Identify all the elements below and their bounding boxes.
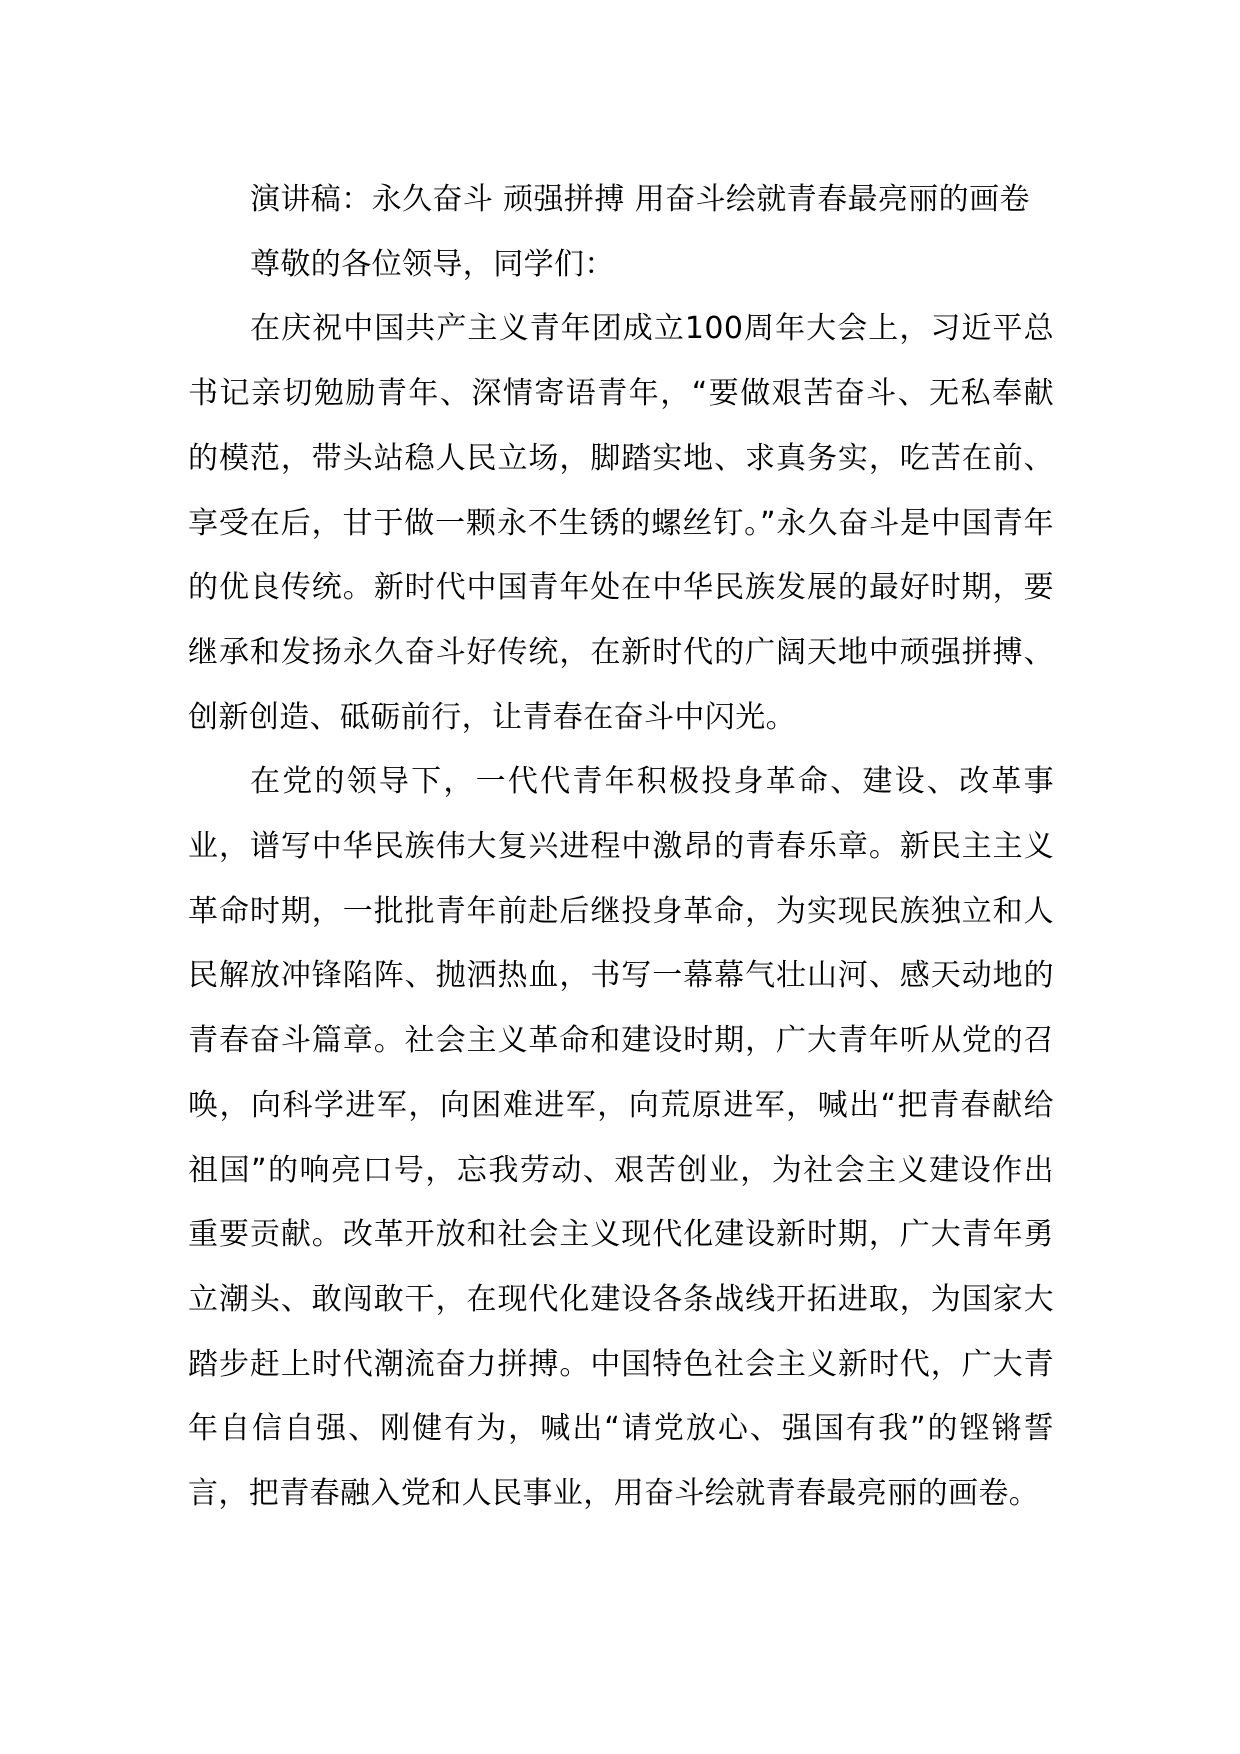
document-title: 演讲稿：永久奋斗 顽强拼搏 用奋斗绘就青春最亮丽的画卷 bbox=[250, 182, 1030, 217]
document-body bbox=[188, 168, 1054, 1527]
salutation: 尊敬的各位领导，同学们： bbox=[250, 246, 615, 282]
paragraph-2: 在党的领导下，一代代青年积极投身革命、建设、改革事业，谱写中华民族伟大复兴进程中激昂的青春乐章。新民主主义革命时期，一批批青年前赴后继投身革命，为实现民族独立和人民解放冲锋陷阵、抛洒热血，书写一幕幕气壮山河、感天动地的青春奋斗篇章。社会主义革命和建设时期，广大青年听从党的召唤，向科学进军，向困难进军，向荒原进军，喊出“把青春献给祖国”的响亮口号，忘我劳动、艰苦创业，为社会主义建设作出重要贡献。改革开放和社会主义现代化建设新时期，广大青年勇立潮头、敢闯敢干，在现代化建设各条战线开拓进取，为国家大踏步赶上时代潮流奋力拼搏。中国特色社会主义新时代，广大青年自信自强、刚健有为，喊出“请党放心、强国有我”的铿锵誓言，把青春融入党和人民事业，用奋斗绘就青春最亮丽的画卷。 bbox=[188, 764, 1054, 1512]
paragraph-1: 在庆祝中国共产主义青年团成立100周年大会上，习近平总书记亲切勉励青年、深情寄语青年，“要做艰苦奋斗、无私奉献的模范，带头站稳人民立场，脚踏实地、求真务实，吃苦在前、享受在后，甘于做一颗永不生锈的螺丝钉。”永久奋斗是中国青年的优良传统。新时代中国青年处在中华民族发展的最好时期，要继承和发扬永久奋斗好传统，在新时代的广阔天地中顽强拼搏、创新创造、砥砺前行，让青春在奋斗中闪光。 bbox=[188, 311, 1054, 735]
